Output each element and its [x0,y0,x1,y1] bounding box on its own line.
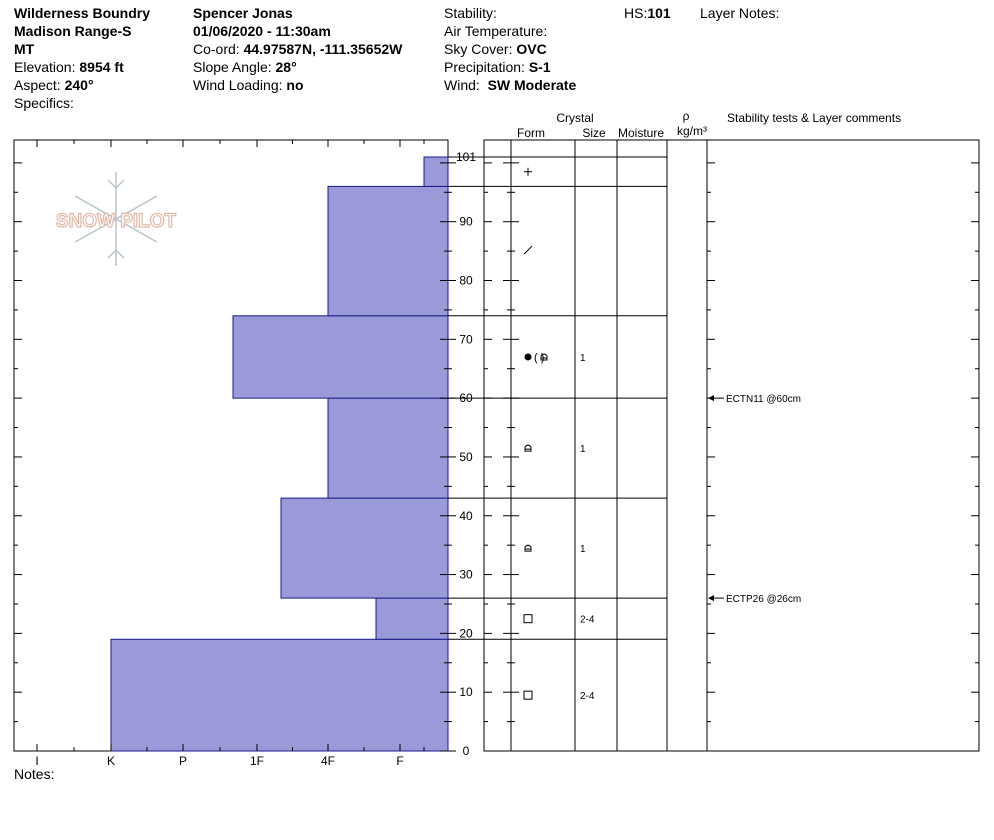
hardness-bar [328,186,448,315]
wind-value: SW Moderate [487,77,577,93]
depth-tick-label: 60 [459,391,473,406]
grain-form-melt-icon [525,353,532,360]
layer-notes-label: Layer Notes: [700,5,780,21]
hardness-tick-label: P [178,754,188,768]
hardness-tick-label: 4F [320,754,336,768]
logo-text: SNOW PILOT [55,211,177,232]
air-temp-label: Air Temperature: [444,23,548,39]
wind-label: Wind: [444,77,480,93]
sky-label: Sky Cover: [444,41,513,57]
stability-test-arrow-icon [708,595,714,601]
observation-datetime: 01/06/2020 - 11:30am [193,23,331,39]
grain-form-slash-icon [524,246,532,254]
size-header: Size [582,126,606,140]
hs-value: 101 [647,5,671,21]
hs-label: HS: [624,5,648,21]
grain-form-paren-icon: ( ) [534,351,545,364]
coord-label: Co-ord: [193,41,240,57]
depth-tick-label: 30 [459,567,473,582]
depth-tick-label: 40 [459,508,473,523]
range-name: Madison Range-S [14,23,132,39]
hardness-bar [328,398,448,498]
grain-size-label: 2-4 [580,691,595,703]
hardness-bars [111,157,448,751]
grain-form-square-icon [524,615,532,623]
hardness-tick-label: I [35,754,39,768]
moisture-header: Moisture [617,126,665,140]
depth-tick-label: 50 [459,449,473,464]
grain-form-faceted-round-icon [525,445,531,451]
observer-name: Spencer Jonas [193,5,293,21]
hardness-bar [281,498,448,598]
state-name: MT [14,41,35,57]
layer-rows [448,157,667,702]
depth-tick-label: 80 [459,273,473,288]
coord-value: 44.97587N, -111.35652W [243,41,403,57]
depth-tick-label: 90 [459,214,473,229]
precip-label: Precipitation: [444,59,525,75]
sky-value: OVC [516,41,547,57]
hardness-bar [376,598,448,639]
stability-tests [708,394,801,605]
stability-label: Stability: [444,5,497,21]
grain-form-faceted-round-icon [525,545,531,551]
hardness-bar [424,157,448,186]
stability-test-arrow-icon [708,395,714,401]
elevation-value: 8954 ft [79,59,124,75]
stability-test-label: ECTP26 @26cm [726,594,802,606]
wind-loading-value: no [286,77,304,93]
hardness-tick-label: K [106,754,116,768]
specifics-label: Specifics: [14,95,74,111]
layer-table [484,140,979,751]
grain-size-label: 1 [580,444,586,456]
aspect-value: 240° [64,77,94,93]
depth-tick-label: 10 [459,685,473,700]
notes-label: Notes: [14,766,55,782]
grain-size-label: 1 [580,352,586,364]
rho-header: ρ [682,109,690,123]
hardness-bar [111,639,448,751]
stability-test-label: ECTN11 @60cm [726,394,801,406]
depth-tick-label: 0 [462,744,470,758]
density-unit-header: kg/m³ [677,124,707,138]
slope-value: 28° [275,59,297,75]
depth-tick-label: 70 [459,332,473,347]
wind-loading-label: Wind Loading: [193,77,283,93]
elevation-label: Elevation: [14,59,76,75]
precip-value: S-1 [528,59,551,75]
hardness-bar [233,316,448,398]
hardness-tick-label: 1F [249,754,265,768]
form-header: Form [517,126,545,140]
aspect-label: Aspect: [14,77,61,93]
depth-tick-label: 101 [455,150,477,164]
depth-tick-label: 20 [459,626,473,641]
hardness-tick-label: F [396,754,404,768]
stability-comments-header: Stability tests & Layer comments [727,111,902,125]
grain-form-square-icon [524,691,532,699]
grain-size-label: 1 [580,544,586,556]
grain-size-label: 2-4 [580,614,595,626]
slope-label: Slope Angle: [193,59,272,75]
crystal-header: Crystal [556,111,594,125]
location-name: Wilderness Boundry [14,5,151,21]
